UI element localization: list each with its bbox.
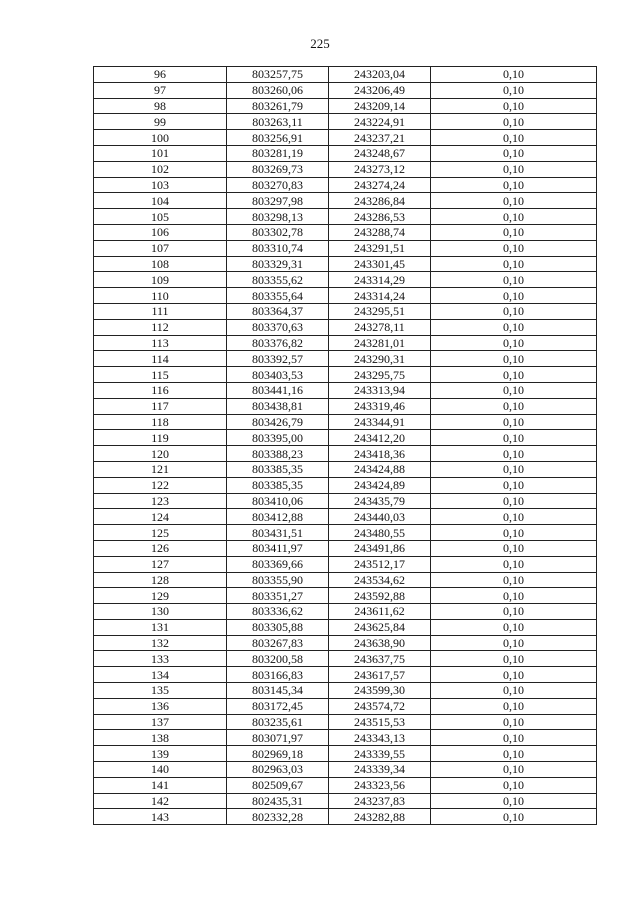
- x-coordinate-cell: 803270,83: [227, 177, 329, 193]
- x-coordinate-cell: 803269,73: [227, 161, 329, 177]
- x-coordinate-cell: 803364,37: [227, 303, 329, 319]
- table-row: [94, 430, 597, 446]
- table-row: [94, 209, 597, 225]
- value-cell: 0,10: [431, 145, 597, 161]
- point-number-cell: 141: [94, 777, 227, 793]
- value-cell: 0,10: [431, 556, 597, 572]
- point-number-cell: 127: [94, 556, 227, 572]
- y-coordinate-cell: 243295,51: [329, 303, 431, 319]
- x-coordinate-cell: 803329,31: [227, 256, 329, 272]
- y-coordinate-cell: 243344,91: [329, 414, 431, 430]
- point-number-cell: 108: [94, 256, 227, 272]
- x-coordinate-cell: 803235,61: [227, 714, 329, 730]
- x-coordinate-cell: 803388,23: [227, 446, 329, 462]
- x-coordinate-cell: 803267,83: [227, 635, 329, 651]
- y-coordinate-cell: 243295,75: [329, 367, 431, 383]
- x-coordinate-cell: 803261,79: [227, 98, 329, 114]
- x-coordinate-cell: 803297,98: [227, 193, 329, 209]
- table-row: [94, 683, 597, 699]
- y-coordinate-cell: 243592,88: [329, 588, 431, 604]
- y-coordinate-cell: 243288,74: [329, 224, 431, 240]
- x-coordinate-cell: 803355,64: [227, 288, 329, 304]
- x-coordinate-cell: 803305,88: [227, 619, 329, 635]
- point-number-cell: 125: [94, 525, 227, 541]
- x-coordinate-cell: 803257,75: [227, 67, 329, 83]
- y-coordinate-cell: 243512,17: [329, 556, 431, 572]
- table-row: [94, 145, 597, 161]
- value-cell: 0,10: [431, 224, 597, 240]
- value-cell: 0,10: [431, 762, 597, 778]
- x-coordinate-cell: 803441,16: [227, 382, 329, 398]
- value-cell: 0,10: [431, 509, 597, 525]
- value-cell: 0,10: [431, 572, 597, 588]
- y-coordinate-cell: 243638,90: [329, 635, 431, 651]
- y-coordinate-cell: 243599,30: [329, 683, 431, 699]
- table-row: [94, 635, 597, 651]
- value-cell: 0,10: [431, 683, 597, 699]
- x-coordinate-cell: 803370,63: [227, 319, 329, 335]
- point-number-cell: 128: [94, 572, 227, 588]
- x-coordinate-cell: 803166,83: [227, 667, 329, 683]
- table-row: [94, 335, 597, 351]
- x-coordinate-cell: 803281,19: [227, 145, 329, 161]
- value-cell: 0,10: [431, 461, 597, 477]
- coordinates-table: [93, 66, 597, 825]
- point-number-cell: 135: [94, 683, 227, 699]
- table-row: [94, 319, 597, 335]
- value-cell: 0,10: [431, 809, 597, 825]
- table-row: [94, 82, 597, 98]
- value-cell: 0,10: [431, 493, 597, 509]
- y-coordinate-cell: 243418,36: [329, 446, 431, 462]
- y-coordinate-cell: 243314,24: [329, 288, 431, 304]
- y-coordinate-cell: 243290,31: [329, 351, 431, 367]
- value-cell: 0,10: [431, 635, 597, 651]
- y-coordinate-cell: 243286,53: [329, 209, 431, 225]
- value-cell: 0,10: [431, 698, 597, 714]
- y-coordinate-cell: 243224,91: [329, 114, 431, 130]
- point-number-cell: 106: [94, 224, 227, 240]
- value-cell: 0,10: [431, 130, 597, 146]
- point-number-cell: 137: [94, 714, 227, 730]
- point-number-cell: 112: [94, 319, 227, 335]
- point-number-cell: 97: [94, 82, 227, 98]
- y-coordinate-cell: 243237,21: [329, 130, 431, 146]
- point-number-cell: 124: [94, 509, 227, 525]
- x-coordinate-cell: 803385,35: [227, 477, 329, 493]
- point-number-cell: 118: [94, 414, 227, 430]
- point-number-cell: 119: [94, 430, 227, 446]
- y-coordinate-cell: 243237,83: [329, 793, 431, 809]
- table-row: [94, 130, 597, 146]
- x-coordinate-cell: 803260,06: [227, 82, 329, 98]
- point-number-cell: 115: [94, 367, 227, 383]
- y-coordinate-cell: 243286,84: [329, 193, 431, 209]
- y-coordinate-cell: 243534,62: [329, 572, 431, 588]
- y-coordinate-cell: 243637,75: [329, 651, 431, 667]
- table-row: [94, 619, 597, 635]
- point-number-cell: 122: [94, 477, 227, 493]
- x-coordinate-cell: 803395,00: [227, 430, 329, 446]
- value-cell: 0,10: [431, 777, 597, 793]
- coordinates-table-body: [94, 67, 597, 825]
- x-coordinate-cell: 803256,91: [227, 130, 329, 146]
- x-coordinate-cell: 803302,78: [227, 224, 329, 240]
- table-row: [94, 793, 597, 809]
- x-coordinate-cell: 802963,03: [227, 762, 329, 778]
- y-coordinate-cell: 243435,79: [329, 493, 431, 509]
- x-coordinate-cell: 803355,90: [227, 572, 329, 588]
- x-coordinate-cell: 803376,82: [227, 335, 329, 351]
- x-coordinate-cell: 803410,06: [227, 493, 329, 509]
- x-coordinate-cell: 803355,62: [227, 272, 329, 288]
- point-number-cell: 100: [94, 130, 227, 146]
- y-coordinate-cell: 243282,88: [329, 809, 431, 825]
- y-coordinate-cell: 243412,20: [329, 430, 431, 446]
- value-cell: 0,10: [431, 209, 597, 225]
- value-cell: 0,10: [431, 588, 597, 604]
- value-cell: 0,10: [431, 367, 597, 383]
- point-number-cell: 121: [94, 461, 227, 477]
- y-coordinate-cell: 243491,86: [329, 540, 431, 556]
- point-number-cell: 117: [94, 398, 227, 414]
- table-row: [94, 762, 597, 778]
- point-number-cell: 136: [94, 698, 227, 714]
- value-cell: 0,10: [431, 477, 597, 493]
- value-cell: 0,10: [431, 288, 597, 304]
- y-coordinate-cell: 243278,11: [329, 319, 431, 335]
- point-number-cell: 103: [94, 177, 227, 193]
- value-cell: 0,10: [431, 430, 597, 446]
- table-row: [94, 777, 597, 793]
- y-coordinate-cell: 243424,89: [329, 477, 431, 493]
- value-cell: 0,10: [431, 240, 597, 256]
- value-cell: 0,10: [431, 667, 597, 683]
- x-coordinate-cell: 803310,74: [227, 240, 329, 256]
- x-coordinate-cell: 803172,45: [227, 698, 329, 714]
- value-cell: 0,10: [431, 256, 597, 272]
- x-coordinate-cell: 803336,62: [227, 604, 329, 620]
- y-coordinate-cell: 243274,24: [329, 177, 431, 193]
- table-row: [94, 509, 597, 525]
- point-number-cell: 129: [94, 588, 227, 604]
- y-coordinate-cell: 243611,62: [329, 604, 431, 620]
- y-coordinate-cell: 243206,49: [329, 82, 431, 98]
- value-cell: 0,10: [431, 82, 597, 98]
- point-number-cell: 110: [94, 288, 227, 304]
- table-row: [94, 651, 597, 667]
- table-row: [94, 351, 597, 367]
- table-row: [94, 493, 597, 509]
- value-cell: 0,10: [431, 604, 597, 620]
- x-coordinate-cell: 803431,51: [227, 525, 329, 541]
- y-coordinate-cell: 243339,55: [329, 746, 431, 762]
- value-cell: 0,10: [431, 793, 597, 809]
- table-row: [94, 588, 597, 604]
- value-cell: 0,10: [431, 446, 597, 462]
- x-coordinate-cell: 803392,57: [227, 351, 329, 367]
- point-number-cell: 105: [94, 209, 227, 225]
- table-row: [94, 256, 597, 272]
- value-cell: 0,10: [431, 351, 597, 367]
- x-coordinate-cell: 803411,97: [227, 540, 329, 556]
- value-cell: 0,10: [431, 272, 597, 288]
- table-row: [94, 98, 597, 114]
- y-coordinate-cell: 243301,45: [329, 256, 431, 272]
- x-coordinate-cell: 803426,79: [227, 414, 329, 430]
- table-row: [94, 540, 597, 556]
- point-number-cell: 134: [94, 667, 227, 683]
- point-number-cell: 114: [94, 351, 227, 367]
- table-row: [94, 730, 597, 746]
- x-coordinate-cell: 803200,58: [227, 651, 329, 667]
- y-coordinate-cell: 243291,51: [329, 240, 431, 256]
- point-number-cell: 130: [94, 604, 227, 620]
- table-row: [94, 193, 597, 209]
- table-row: [94, 288, 597, 304]
- value-cell: 0,10: [431, 730, 597, 746]
- value-cell: 0,10: [431, 177, 597, 193]
- table-row: [94, 272, 597, 288]
- value-cell: 0,10: [431, 651, 597, 667]
- value-cell: 0,10: [431, 746, 597, 762]
- x-coordinate-cell: 803438,81: [227, 398, 329, 414]
- point-number-cell: 139: [94, 746, 227, 762]
- table-row: [94, 367, 597, 383]
- y-coordinate-cell: 243314,29: [329, 272, 431, 288]
- point-number-cell: 138: [94, 730, 227, 746]
- table-row: [94, 161, 597, 177]
- value-cell: 0,10: [431, 114, 597, 130]
- table-row: [94, 572, 597, 588]
- x-coordinate-cell: 803351,27: [227, 588, 329, 604]
- table-row: [94, 698, 597, 714]
- y-coordinate-cell: 243281,01: [329, 335, 431, 351]
- point-number-cell: 101: [94, 145, 227, 161]
- x-coordinate-cell: 803145,34: [227, 683, 329, 699]
- point-number-cell: 131: [94, 619, 227, 635]
- x-coordinate-cell: 803071,97: [227, 730, 329, 746]
- point-number-cell: 109: [94, 272, 227, 288]
- y-coordinate-cell: 243480,55: [329, 525, 431, 541]
- x-coordinate-cell: 802332,28: [227, 809, 329, 825]
- y-coordinate-cell: 243323,56: [329, 777, 431, 793]
- point-number-cell: 133: [94, 651, 227, 667]
- table-row: [94, 604, 597, 620]
- x-coordinate-cell: 803412,88: [227, 509, 329, 525]
- x-coordinate-cell: 803263,11: [227, 114, 329, 130]
- value-cell: 0,10: [431, 525, 597, 541]
- point-number-cell: 107: [94, 240, 227, 256]
- point-number-cell: 132: [94, 635, 227, 651]
- value-cell: 0,10: [431, 303, 597, 319]
- point-number-cell: 111: [94, 303, 227, 319]
- table-row: [94, 177, 597, 193]
- table-row: [94, 714, 597, 730]
- table-row: [94, 398, 597, 414]
- table-row: [94, 556, 597, 572]
- value-cell: 0,10: [431, 193, 597, 209]
- y-coordinate-cell: 243319,46: [329, 398, 431, 414]
- value-cell: 0,10: [431, 414, 597, 430]
- point-number-cell: 98: [94, 98, 227, 114]
- point-number-cell: 120: [94, 446, 227, 462]
- value-cell: 0,10: [431, 398, 597, 414]
- x-coordinate-cell: 803369,66: [227, 556, 329, 572]
- value-cell: 0,10: [431, 382, 597, 398]
- value-cell: 0,10: [431, 161, 597, 177]
- table-row: [94, 446, 597, 462]
- y-coordinate-cell: 243273,12: [329, 161, 431, 177]
- table-row: [94, 382, 597, 398]
- value-cell: 0,10: [431, 714, 597, 730]
- y-coordinate-cell: 243515,53: [329, 714, 431, 730]
- x-coordinate-cell: 802435,31: [227, 793, 329, 809]
- y-coordinate-cell: 243248,67: [329, 145, 431, 161]
- value-cell: 0,10: [431, 335, 597, 351]
- y-coordinate-cell: 243209,14: [329, 98, 431, 114]
- x-coordinate-cell: 803385,35: [227, 461, 329, 477]
- table-row: [94, 477, 597, 493]
- y-coordinate-cell: 243203,04: [329, 67, 431, 83]
- y-coordinate-cell: 243424,88: [329, 461, 431, 477]
- table-row: [94, 224, 597, 240]
- y-coordinate-cell: 243574,72: [329, 698, 431, 714]
- table-row: [94, 746, 597, 762]
- page-number: 225: [310, 36, 330, 51]
- x-coordinate-cell: 803298,13: [227, 209, 329, 225]
- table-row: [94, 667, 597, 683]
- y-coordinate-cell: 243339,34: [329, 762, 431, 778]
- point-number-cell: 123: [94, 493, 227, 509]
- table-row: [94, 525, 597, 541]
- table-row: [94, 114, 597, 130]
- y-coordinate-cell: 243313,94: [329, 382, 431, 398]
- y-coordinate-cell: 243617,57: [329, 667, 431, 683]
- point-number-cell: 140: [94, 762, 227, 778]
- table-row: [94, 240, 597, 256]
- table-row: [94, 414, 597, 430]
- y-coordinate-cell: 243343,13: [329, 730, 431, 746]
- value-cell: 0,10: [431, 540, 597, 556]
- y-coordinate-cell: 243625,84: [329, 619, 431, 635]
- point-number-cell: 143: [94, 809, 227, 825]
- point-number-cell: 126: [94, 540, 227, 556]
- value-cell: 0,10: [431, 319, 597, 335]
- point-number-cell: 96: [94, 67, 227, 83]
- x-coordinate-cell: 803403,53: [227, 367, 329, 383]
- y-coordinate-cell: 243440,03: [329, 509, 431, 525]
- point-number-cell: 104: [94, 193, 227, 209]
- table-row: [94, 809, 597, 825]
- point-number-cell: 99: [94, 114, 227, 130]
- x-coordinate-cell: 802969,18: [227, 746, 329, 762]
- x-coordinate-cell: 802509,67: [227, 777, 329, 793]
- point-number-cell: 102: [94, 161, 227, 177]
- table-row: [94, 303, 597, 319]
- table-row: [94, 461, 597, 477]
- value-cell: 0,10: [431, 619, 597, 635]
- table-row: [94, 67, 597, 83]
- point-number-cell: 113: [94, 335, 227, 351]
- value-cell: 0,10: [431, 98, 597, 114]
- value-cell: 0,10: [431, 67, 597, 83]
- point-number-cell: 142: [94, 793, 227, 809]
- point-number-cell: 116: [94, 382, 227, 398]
